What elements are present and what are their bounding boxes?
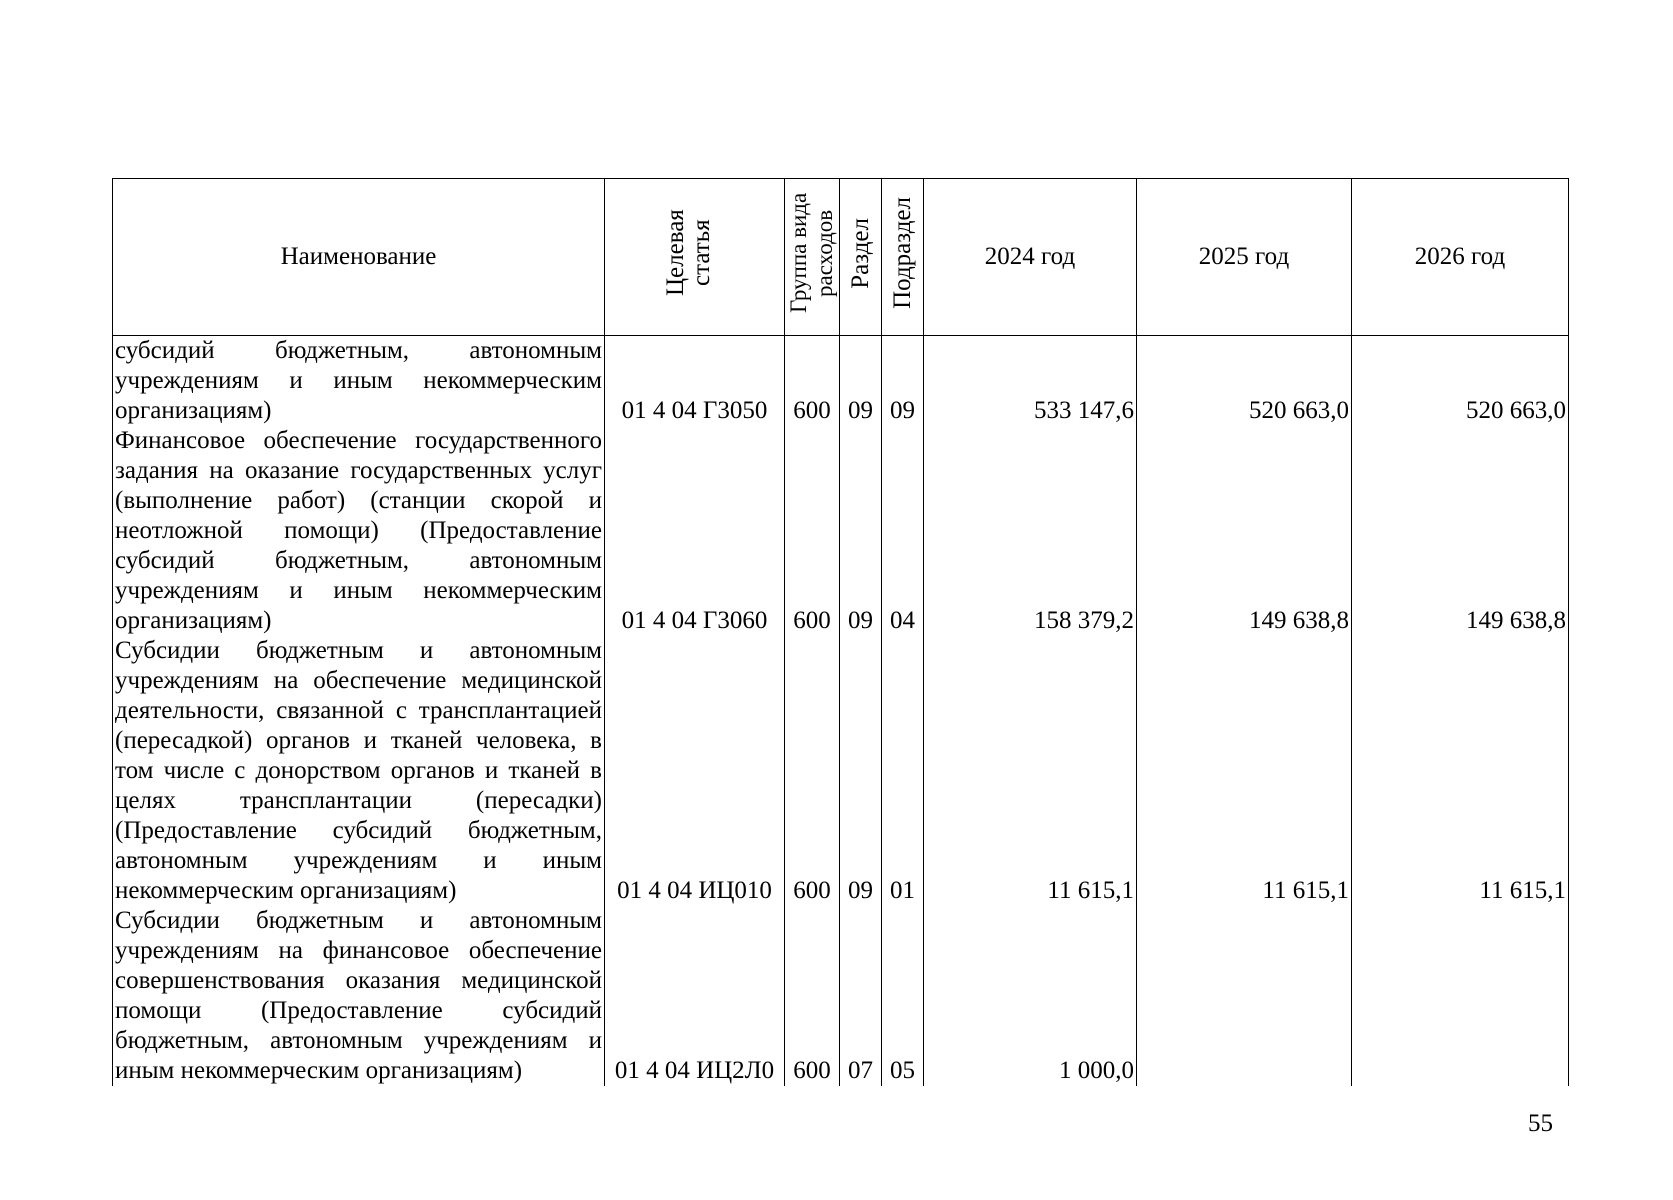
row-value-2026: 11 615,1 (1352, 636, 1569, 906)
table-body (113, 336, 1569, 1087)
header-subsection: Подраздел (882, 179, 924, 336)
row-section: 07 (840, 906, 882, 1086)
row-subsection: 04 (882, 426, 924, 636)
header-year-2025: 2025 год (1137, 179, 1352, 336)
header-name: Наименование (113, 179, 605, 336)
row-value-2024: 533 147,6 (924, 336, 1137, 427)
row-subsection: 09 (882, 336, 924, 427)
row-name: Субсидии бюджетным и автономным учреждениям на обеспечение медицинской деятельности, связанной с трансплантацией (пересадкой) органов и тканей человека, в том числе с донорством органов и тканей в целях трансплантации (пересадки) (Предоставление субсидий бюджетным, автономным учреждениям и иным некоммерческим организациям) (113, 636, 605, 906)
row-value-2024: 11 615,1 (924, 636, 1137, 906)
header-expense-group: Группа вида расходов (785, 179, 840, 336)
row-value-2025: 149 638,8 (1137, 426, 1352, 636)
row-expense-group: 600 (785, 426, 840, 636)
row-value-2026: 520 663,0 (1352, 336, 1569, 427)
row-target-article: 01 4 04 ИЦ2Л0 (605, 906, 785, 1086)
row-value-2025: 11 615,1 (1137, 636, 1352, 906)
header-year-2026: 2026 год (1352, 179, 1569, 336)
row-value-2024: 1 000,0 (924, 906, 1137, 1086)
row-expense-group: 600 (785, 636, 840, 906)
row-name: Финансовое обеспечение государственного задания на оказание государственных услуг (выполнение работ) (станции скорой и неотложной помощи) (Предоставление субсидий бюджетным, автономным учреждениям и иным некоммерческим организациям) (113, 426, 605, 636)
table-header (113, 179, 1569, 336)
header-section: Раздел (840, 179, 882, 336)
row-section: 09 (840, 636, 882, 906)
table-row (113, 636, 1569, 906)
row-value-2026: 149 638,8 (1352, 426, 1569, 636)
row-subsection: 01 (882, 636, 924, 906)
row-target-article: 01 4 04 Г3060 (605, 426, 785, 636)
row-expense-group: 600 (785, 336, 840, 427)
row-section: 09 (840, 426, 882, 636)
table-row (113, 906, 1569, 1086)
budget-table (112, 178, 1569, 1086)
row-name: Субсидии бюджетным и автономным учреждениям на финансовое обеспечение совершенствования оказания медицинской помощи (Предоставление субсидий бюджетным, автономным учреждениям и иным некоммерческим организациям) (113, 906, 605, 1086)
row-expense-group: 600 (785, 906, 840, 1086)
row-subsection: 05 (882, 906, 924, 1086)
header-target-article: Целевая статья (605, 179, 785, 336)
row-value-2026 (1352, 906, 1569, 1086)
row-value-2025: 520 663,0 (1137, 336, 1352, 427)
table-row (113, 426, 1569, 636)
header-year-2024: 2024 год (924, 179, 1137, 336)
page-number: 55 (1528, 1110, 1553, 1137)
row-value-2025 (1137, 906, 1352, 1086)
row-section: 09 (840, 336, 882, 427)
table-row (113, 336, 1569, 427)
row-value-2024: 158 379,2 (924, 426, 1137, 636)
row-name: субсидий бюджетным, автономным учреждениям и иным некоммерческим организациям) (113, 336, 605, 427)
row-target-article: 01 4 04 Г3050 (605, 336, 785, 427)
row-target-article: 01 4 04 ИЦ010 (605, 636, 785, 906)
